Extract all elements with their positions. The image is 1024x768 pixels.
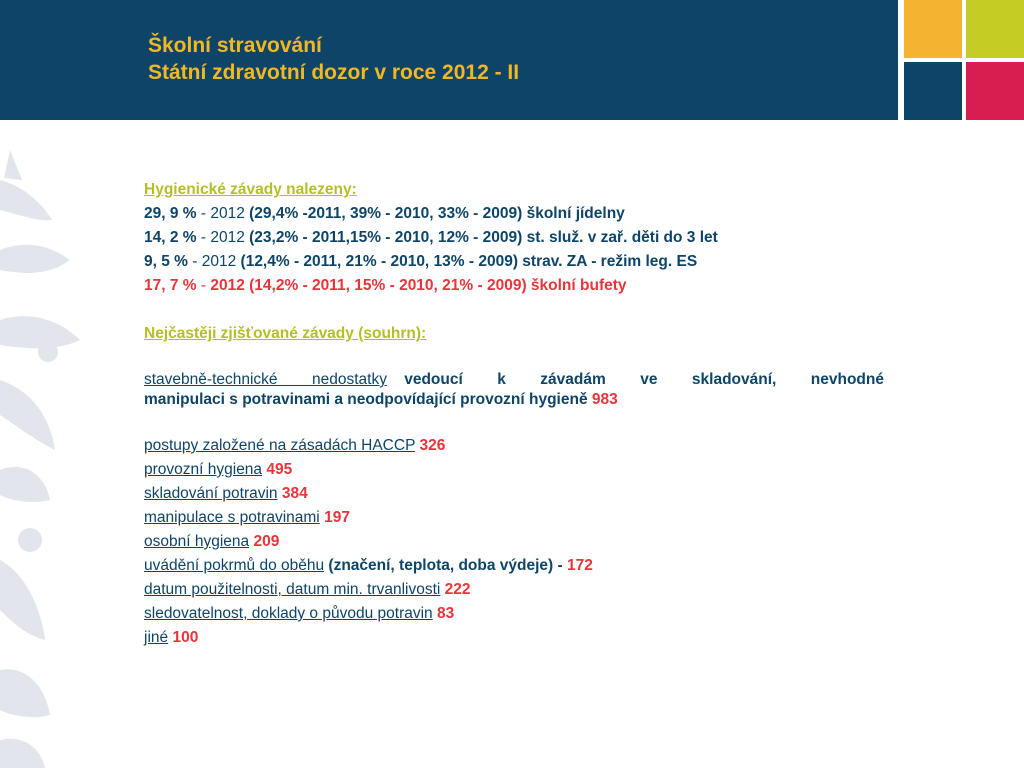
title-line-1: Školní stravování — [148, 34, 322, 57]
defect-item: provozní hygiena 495 — [144, 461, 293, 478]
title-line-2: Státní zdravotní dozor v roce 2012 - II — [148, 61, 520, 84]
defect-main-item: stavebně-technické nedostatky vedoucí k závadám ve skladování, nevhodné manipulaci s potravinami a neodpovídající provozní hygieně 983 — [144, 371, 884, 408]
findings-heading: Hygienické závady nalezeny: — [144, 181, 357, 198]
defect-item: osobní hygiena 209 — [144, 533, 280, 550]
defect-item: jiné 100 — [144, 629, 199, 646]
defect-item: datum použitelnosti, datum min. trvanlivosti 222 — [144, 581, 471, 598]
navy-square — [904, 62, 962, 120]
defect-item: uvádění pokrmů do oběhu (značení, teplota, doba výdeje) - 172 — [144, 557, 593, 574]
decorative-figure-graphic — [0, 140, 90, 768]
stat-row: 14, 2 % - 2012 (23,2% - 2011,15% - 2010, 12% - 2009) st. služ. v zař. děti do 3 let — [144, 229, 718, 246]
slide-title — [148, 32, 519, 86]
defects-heading: Nejčastěji zjišťované závady (souhrn): — [144, 325, 427, 342]
stat-row: 9, 5 % - 2012 (12,4% - 2011, 21% - 2010, 13% - 2009) strav. ZA - režim leg. ES — [144, 253, 698, 270]
defect-label: stavebně-technické nedostatky — [144, 371, 387, 388]
stat-row: 17, 7 % - 2012 (14,2% - 2011, 15% - 2010, 21% - 2009) školní bufety — [144, 277, 627, 294]
red-square — [966, 62, 1024, 120]
defect-count: 983 — [591, 391, 618, 408]
defect-item: postupy založené na zásadách HACCP 326 — [144, 437, 446, 454]
defect-item: manipulace s potravinami 197 — [144, 509, 350, 526]
stat-row: 29, 9 % - 2012 (29,4% -2011, 39% - 2010, 33% - 2009) školní jídelny — [144, 205, 625, 222]
header-bar — [0, 0, 898, 120]
orange-square — [904, 0, 962, 58]
slide-content — [144, 178, 884, 650]
green-square — [966, 0, 1024, 58]
defect-item: sledovatelnost, doklady o původu potravin 83 — [144, 605, 455, 622]
defect-item: skladování potravin 384 — [144, 485, 308, 502]
